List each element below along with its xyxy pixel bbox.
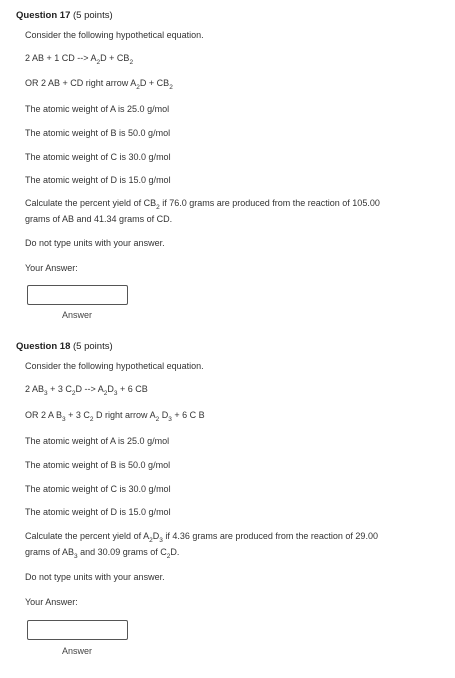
answer-input[interactable]	[27, 620, 128, 640]
question-17-header	[16, 10, 113, 21]
question-title: Question 18	[16, 341, 71, 352]
equation-line: 2 $AB_3 + 3$ $C_2D$ --> $A_2D_3 + 6$ CB	[25, 384, 148, 397]
atomic-weight-b: The atomic weight of B is 50.0 g/mol	[25, 128, 171, 138]
calculation-prompt: Calculate the percent yield of $CB_2$ if 76.0 grams are produced from the reaction of 105.00 grams of AB and 41.34 grams of CD.	[25, 198, 380, 224]
calculation-prompt: Calculate the percent yield of $A_2D_3$ if 4.36 grams are produced from the reaction of 29.00 grams of $AB_3$ and 30.09 grams of $C_2D$.	[25, 531, 378, 560]
question-points: (5 points)	[73, 341, 113, 352]
your-answer-label: Your Answer:	[25, 597, 78, 607]
atomic-weight-c: The atomic weight of C is 30.0 g/mol	[25, 152, 171, 162]
answer-caption: Answer	[62, 646, 93, 656]
question-points: (5 points)	[73, 10, 113, 21]
your-answer-label: Your Answer:	[25, 263, 78, 273]
atomic-weight-b: The atomic weight of B is 50.0 g/mol	[25, 460, 171, 470]
equation-alt-line: OR 2 A $B_3 + 3$ $C_2$ D right arrow $A_2$ $D_3 + 6$ C B	[25, 410, 205, 423]
question-intro: Consider the following hypothetical equation.	[25, 361, 204, 371]
question-18-header	[16, 341, 113, 352]
units-instruction: Do not type units with your answer.	[25, 572, 165, 582]
equation-alt-line: OR 2 AB + CD right arrow $A_2D + CB_2$	[25, 78, 173, 91]
atomic-weight-d: The atomic weight of D is 15.0 g/mol	[25, 507, 171, 517]
answer-caption: Answer	[62, 310, 93, 320]
question-title: Question 17	[16, 10, 71, 21]
atomic-weight-c: The atomic weight of C is 30.0 g/mol	[25, 484, 171, 494]
atomic-weight-d: The atomic weight of D is 15.0 g/mol	[25, 175, 171, 185]
equation-line: 2 AB + 1 CD --> $A_2D + CB_2$	[25, 53, 134, 66]
question-intro: Consider the following hypothetical equation.	[25, 30, 204, 40]
answer-input[interactable]	[27, 285, 128, 305]
atomic-weight-a: The atomic weight of A is 25.0 g/mol	[25, 104, 170, 114]
atomic-weight-a: The atomic weight of A is 25.0 g/mol	[25, 436, 170, 446]
units-instruction: Do not type units with your answer.	[25, 238, 165, 248]
